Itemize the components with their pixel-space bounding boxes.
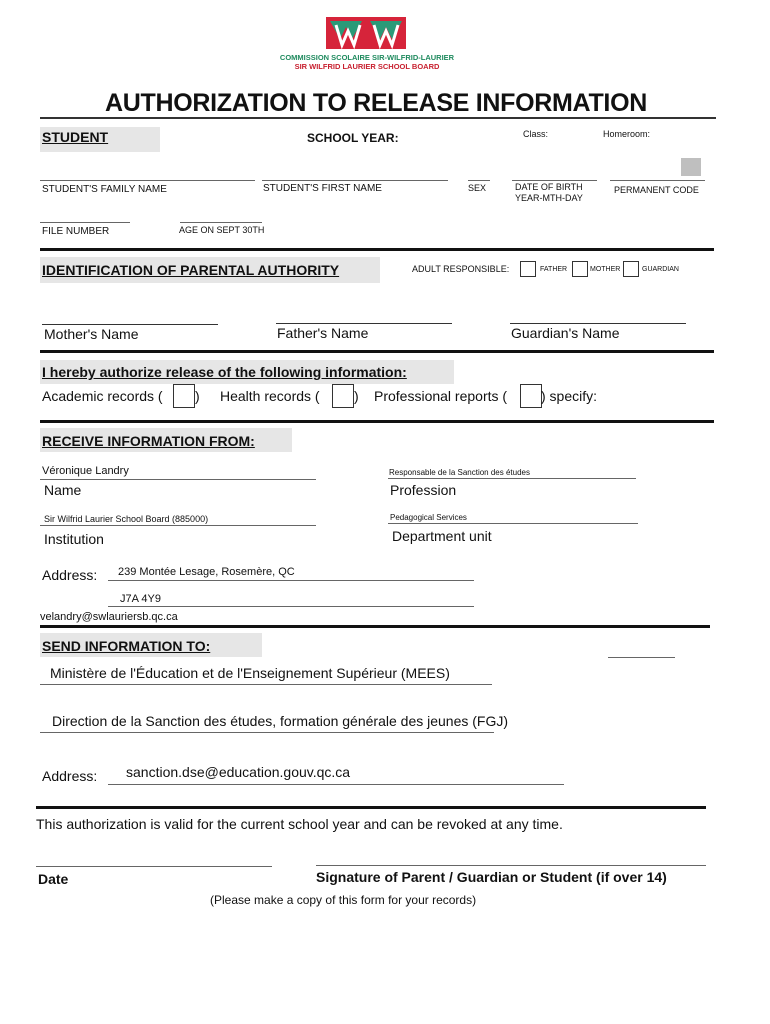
validity-statement: This authorization is valid for the current school year and can be revoked at any time.	[36, 816, 563, 832]
photo-box	[681, 158, 701, 176]
academic-close-paren: )	[195, 388, 200, 404]
school-board-logo	[326, 17, 406, 49]
copy-note: (Please make a copy of this form for your records)	[210, 893, 477, 907]
father-label: FATHER	[540, 266, 568, 273]
health-records-checkbox[interactable]	[332, 384, 354, 408]
school-year-label: SCHOOL YEAR:	[307, 131, 399, 145]
date-label: Date	[38, 871, 69, 887]
family-name-label: STUDENT'S FAMILY NAME	[42, 184, 167, 195]
org-name-fr: COMMISSION SCOLAIRE SIR-WILFRID-LAURIER	[279, 53, 455, 62]
sender-address-label: Address:	[42, 567, 98, 583]
mother-checkbox[interactable]	[572, 261, 588, 277]
specify-label: ) specify:	[541, 388, 598, 404]
academic-records-label: Academic records (	[42, 388, 163, 404]
sender-email: velandry@swlauriersb.qc.ca	[40, 611, 178, 623]
signature-label: Signature of Parent / Guardian or Student (if over 14)	[316, 869, 667, 885]
receive-heading: RECEIVE INFORMATION FROM:	[42, 433, 255, 449]
recipient-ministry: Ministère de l'Éducation et de l'Enseignement Supérieur (MEES)	[50, 665, 450, 681]
sender-profession-label: Profession	[390, 482, 457, 498]
age-label: AGE ON SEPT 30TH	[179, 225, 265, 235]
sender-department-value: Pedagogical Services	[390, 513, 467, 522]
recipient-address-label: Address:	[42, 768, 98, 784]
professional-reports-label: Professional reports (	[374, 388, 508, 404]
sender-institution-value: Sir Wilfrid Laurier School Board (885000)	[44, 514, 209, 524]
academic-records-checkbox[interactable]	[173, 384, 195, 408]
mother-label: MOTHER	[590, 266, 621, 273]
guardian-name-label: Guardian's Name	[511, 325, 620, 341]
sender-department-label: Department unit	[392, 528, 492, 544]
father-name-label: Father's Name	[277, 325, 369, 341]
mother-name-label: Mother's Name	[44, 326, 139, 342]
professional-reports-checkbox[interactable]	[520, 384, 542, 408]
guardian-label: GUARDIAN	[642, 266, 679, 273]
recipient-direction: Direction de la Sanction des études, formation générale des jeunes (FGJ)	[52, 713, 509, 729]
sender-institution-label: Institution	[44, 531, 104, 547]
org-name-en: SIR WILFRID LAURIER SCHOOL BOARD	[294, 62, 440, 71]
class-label: Class:	[523, 129, 549, 139]
health-close-paren: )	[354, 388, 359, 404]
sender-profession-value: Responsable de la Sanction des études	[389, 468, 530, 477]
sender-name-value: Véronique Landry	[42, 465, 129, 477]
recipient-address-value: sanction.dse@education.gouv.qc.ca	[126, 764, 351, 780]
adult-responsible-label: ADULT RESPONSIBLE:	[412, 264, 510, 274]
page-title: AUTHORIZATION TO RELEASE INFORMATION	[105, 89, 647, 117]
send-heading: SEND INFORMATION TO:	[42, 638, 211, 654]
dob-label: DATE OF BIRTH YEAR-MTH-DAY	[515, 182, 583, 203]
sender-name-label: Name	[44, 482, 82, 498]
student-heading: STUDENT	[42, 129, 109, 145]
homeroom-label: Homeroom:	[603, 129, 651, 139]
health-records-label: Health records (	[220, 388, 320, 404]
sender-address-line1: 239 Montée Lesage, Rosemère, QC	[118, 566, 295, 578]
guardian-checkbox[interactable]	[623, 261, 639, 277]
parental-heading: IDENTIFICATION OF PARENTAL AUTHORITY	[42, 262, 340, 278]
authorize-heading: I hereby authorize release of the following information:	[42, 364, 407, 380]
sender-address-line2: J7A 4Y9	[120, 593, 161, 605]
father-checkbox[interactable]	[520, 261, 536, 277]
sex-label: SEX	[468, 183, 487, 193]
first-name-label: STUDENT'S FIRST NAME	[263, 183, 382, 194]
permanent-code-label: PERMANENT CODE	[614, 185, 699, 195]
file-number-label: FILE NUMBER	[42, 226, 110, 237]
